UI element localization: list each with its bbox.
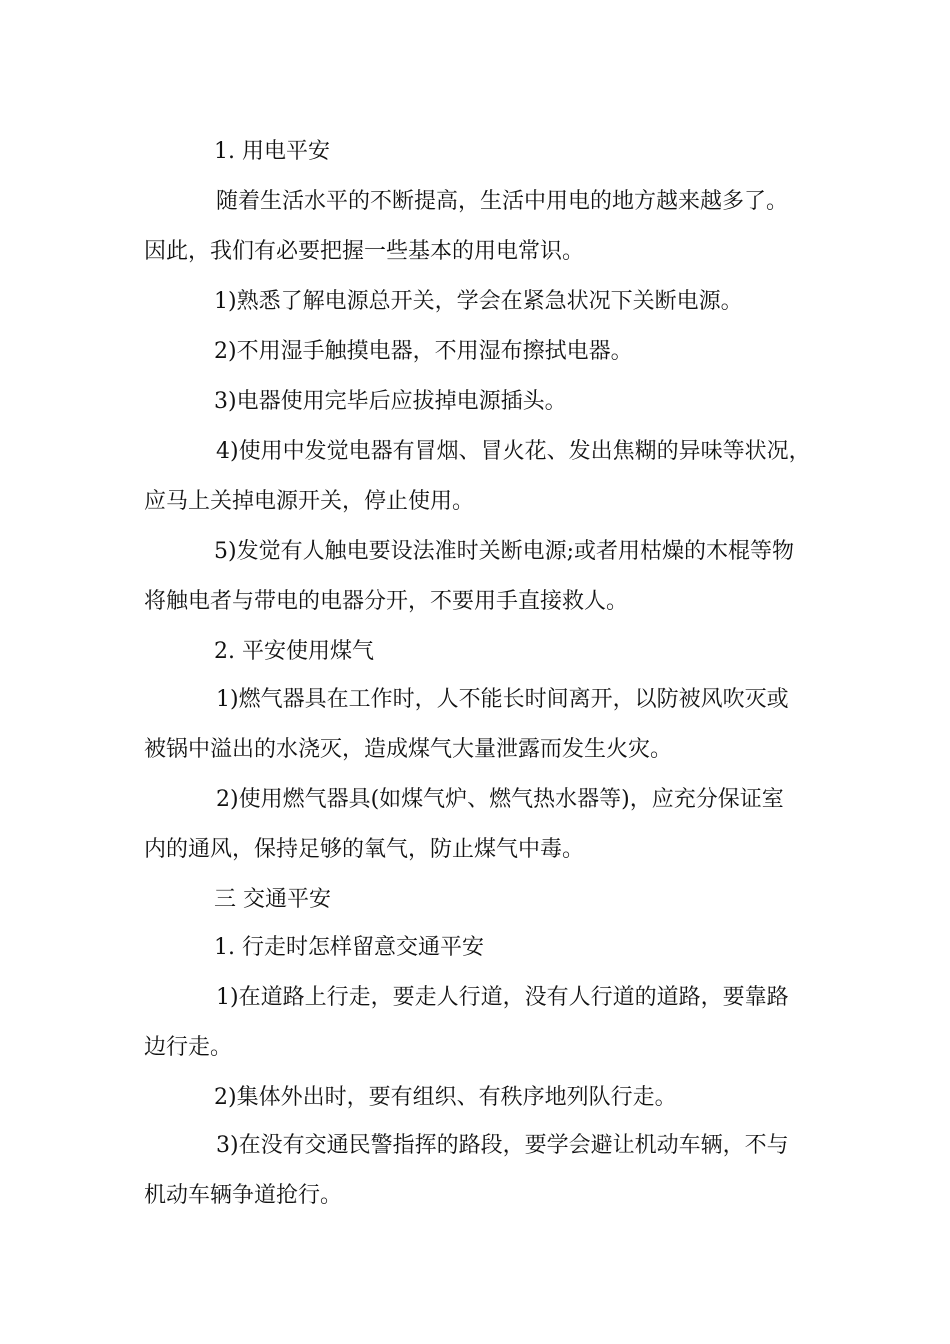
subheading-walking-safety: 1. 行走时怎样留意交通平安 [214, 935, 484, 960]
list-item-continuation: 边行走。 [144, 1035, 233, 1060]
list-item: 3)电器使用完毕后应拔掉电源插头。 [214, 389, 567, 414]
list-item-continuation: 将触电者与带电的电器分开，不要用手直接救人。 [144, 589, 629, 614]
list-item-continuation: 被锅中溢出的水浇灭，造成煤气大量泄露而发生火灾。 [144, 737, 673, 762]
paragraph-line: 因此，我们有必要把握一些基本的用电常识。 [144, 239, 585, 264]
list-item: 1)燃气器具在工作时，人不能长时间离开，以防被风吹灭或 [216, 687, 789, 712]
list-item: 5)发觉有人触电要设法准时关断电源;或者用枯燥的木棍等物 [214, 539, 794, 564]
list-item-continuation: 机动车辆争道抢行。 [144, 1183, 343, 1208]
list-item: 1)熟悉了解电源总开关，学会在紧急状况下关断电源。 [214, 289, 743, 314]
heading-gas-safety: 2. 平安使用煤气 [214, 639, 374, 664]
heading-electric-safety: 1. 用电平安 [214, 139, 330, 164]
list-item: 2)使用燃气器具(如煤气炉、燃气热水器等)，应充分保证室 [216, 787, 784, 812]
list-item: 3)在没有交通民警指挥的路段，要学会避让机动车辆，不与 [216, 1133, 789, 1158]
list-item: 2)集体外出时，要有组织、有秩序地列队行走。 [214, 1085, 677, 1110]
list-item: 1)在道路上行走，要走人行道，没有人行道的道路，要靠路 [216, 985, 789, 1010]
heading-traffic-safety: 三 交通平安 [214, 887, 331, 912]
paragraph-line: 随着生活水平的不断提高，生活中用电的地方越来越多了。 [216, 189, 789, 214]
list-item-continuation: 内的通风，保持足够的氧气，防止煤气中毒。 [144, 837, 585, 862]
list-item: 2)不用湿手触摸电器，不用湿布擦拭电器。 [214, 339, 633, 364]
list-item-continuation: 应马上关掉电源开关，停止使用。 [144, 489, 475, 514]
list-item: 4)使用中发觉电器有冒烟、冒火花、发出焦糊的异味等状况， [216, 439, 811, 464]
